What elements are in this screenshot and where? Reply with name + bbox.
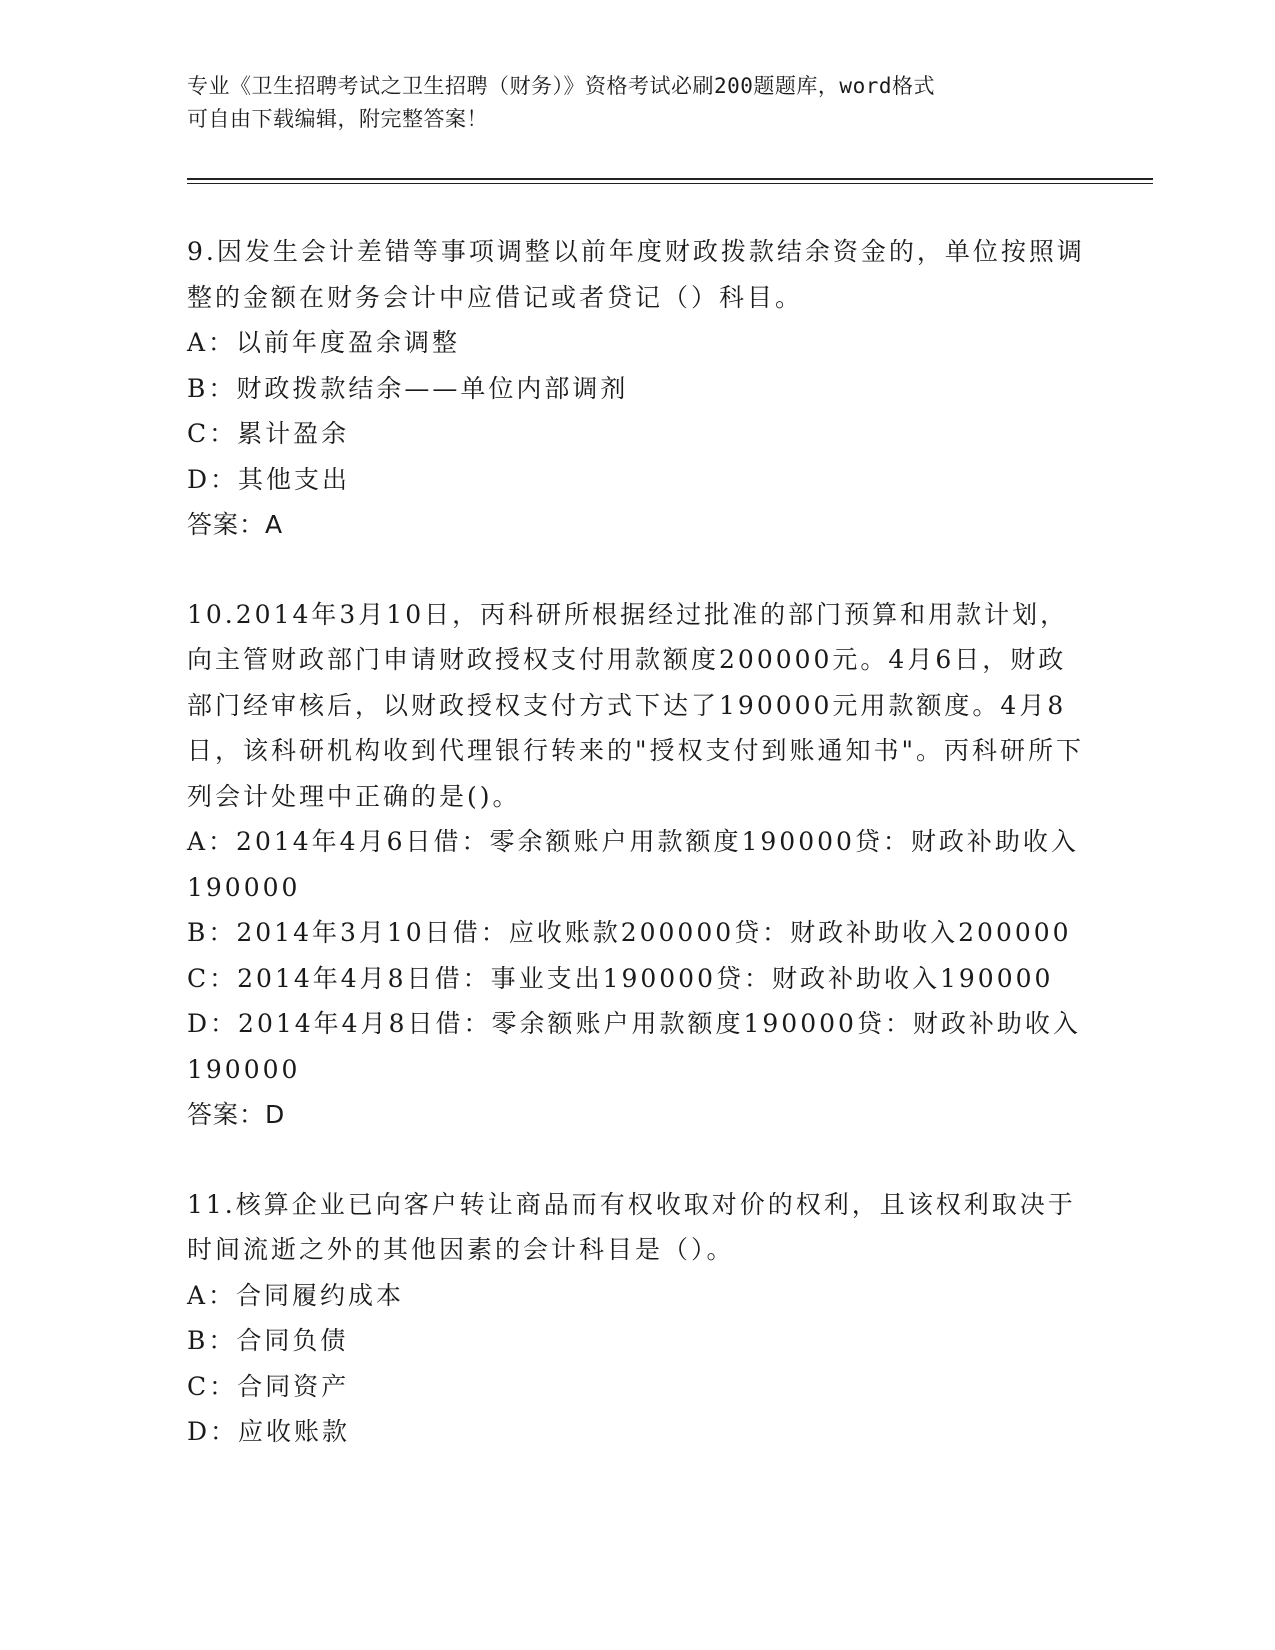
option-c: C：2014年4月8日借：事业支出190000贷：财政补助收入190000 bbox=[187, 963, 1054, 993]
option-d: D：其他支出 bbox=[187, 464, 351, 494]
answer: 答案：D bbox=[187, 1100, 286, 1129]
answer: 答案：A bbox=[187, 510, 284, 539]
option-a: A：以前年度盈余调整 bbox=[187, 328, 461, 357]
option-a: A：合同履约成本 bbox=[187, 1280, 405, 1310]
question-text: 9.因发生会计差错等事项调整以前年度财政拨款结余资金的，单位按照调整的金额在财务会计中应借记或者贷记（）科目。 bbox=[187, 237, 1085, 312]
option-d: D：应收账款 bbox=[187, 1417, 351, 1446]
question-10 bbox=[187, 592, 1087, 1138]
question-text: 10.2014年3月10日，丙科研所根据经过批准的部门预算和用款计划，向主管财政部门申请财政授权支付用款额度200000元。4月6日，财政部门经审核后，以财政授权支付方式下达了190000元用款额度。4月8日，该科研机构收到代理银行转来的"授权支付到账通知书"。丙科研所下列会计处理中正确的是()。 bbox=[187, 599, 1085, 811]
header-divider bbox=[187, 178, 1153, 180]
option-d: D：2014年4月8日借：零余额账户用款额度190000贷：财政补助收入190000 bbox=[187, 1009, 1081, 1084]
header-divider-thin bbox=[187, 183, 1153, 184]
option-b: B：2014年3月10日借：应收账款200000贷：财政补助收入200000 bbox=[187, 918, 1072, 947]
question-11 bbox=[187, 1182, 1087, 1455]
option-a: A：2014年4月6日借：零余额账户用款额度190000贷：财政补助收入190000 bbox=[187, 827, 1079, 902]
option-b: B：财政拨款结余——单位内部调剂 bbox=[187, 373, 629, 403]
question-9 bbox=[187, 229, 1087, 548]
question-text: 11.核算企业已向客户转让商品而有权收取对价的权利，且该权利取决于时间流逝之外的其他因素的会计科目是（）。 bbox=[187, 1189, 1076, 1264]
header-line-1: 专业《卫生招聘考试之卫生招聘（财务）》资格考试必刷200题题库，word格式 bbox=[187, 74, 935, 98]
option-b: B：合同负债 bbox=[187, 1326, 349, 1355]
option-c: C：合同资产 bbox=[187, 1371, 350, 1401]
question-list bbox=[187, 229, 1087, 1499]
header-line-2: 可自由下载编辑，附完整答案！ bbox=[187, 107, 488, 131]
option-c: C：累计盈余 bbox=[187, 419, 350, 448]
document-header bbox=[187, 70, 1067, 136]
